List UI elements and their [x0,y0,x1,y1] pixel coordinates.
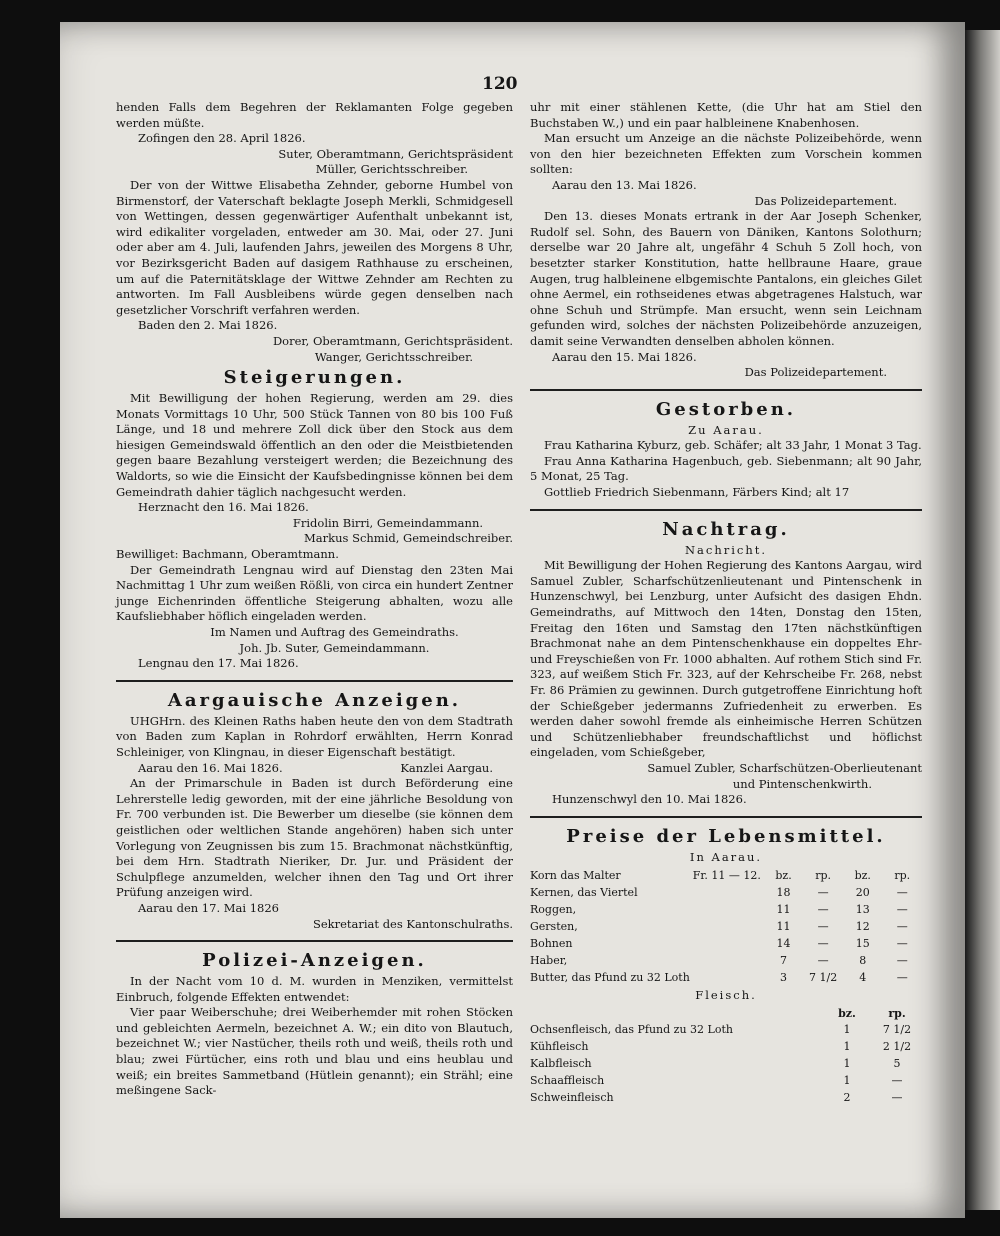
table-cell: 14 [776,937,791,951]
table-cell: — [817,954,829,968]
table-cell: 20 [855,886,870,900]
grain-price-table [530,867,922,986]
table-cell: — [891,1091,903,1105]
notice-signature: Das Polizeidepartement. [754,193,897,208]
section-subheading: Nachricht. [684,542,768,557]
table-cell: 8 [859,954,867,968]
table-cell: — [817,886,829,900]
table-cell: — [896,920,908,934]
notice-date: Herznacht den 16. Mai 1826. [138,500,309,515]
table-cell: — [896,886,908,900]
table-cell: 11 [776,903,791,917]
table-cell [690,952,764,969]
table-cell: bz. [838,1006,856,1020]
notice-date: Aarau den 13. Mai 1826. [552,177,697,192]
notice-signature: Joh. Jb. Suter, Gemeindammann. [239,640,430,655]
table-row [530,1022,922,1039]
section-divider [116,940,513,942]
table-cell: 3 [780,971,788,985]
table-cell: Butter, das Pfund zu 32 Loth [530,971,690,985]
notice-signature: Müller, Gerichtsschreiber. [315,162,468,177]
page-number: 120 [482,74,518,94]
section-heading-polizei: Polizei-Anzeigen. [202,950,427,972]
section-divider [116,680,513,682]
notice-paragraph: henden Falls dem Begehren der Reklamanten Folge gegeben werden müßte. [116,100,513,130]
notice-signature: Markus Schmid, Gemeindschreiber. [304,531,513,546]
notice-date: Aarau den 15. Mai 1826. [552,349,697,364]
death-notice: Gottlieb Friedrich Siebenmann, Färbers Kind; alt 17 [544,485,850,500]
section-divider [530,816,922,818]
table-cell: Kühfleisch [530,1040,589,1054]
table-cell: bz. [775,869,792,883]
notice-paragraph: Mit Bewilligung der hohen Regierung, werden am 29. dies Monats Vormittags 10 Uhr, 500 Stück Tannen von 80 bis 100 Fuß Länge, und 18 und mehrere Zoll dick über den Stock aus dem hiesigen Gemeindswald öffentlich an den oder die Meistbietenden gegen baare Bezahlung versteigert werden; die Bezeichnung des Waldorts, so wie die Einsicht der Kaufsbedingnisse können bei dem Gemeindrath dahier täglich nachgesucht werden. [116,391,513,499]
table-row [530,1073,922,1090]
table-cell: 7 1/2 [882,1023,912,1037]
table-cell: rp. [894,869,911,883]
table-cell: Fr. 11 — 12. [692,869,761,883]
table-cell: — [896,903,908,917]
notice-paragraph: Den 13. dieses Monats ertrank in der Aar Joseph Schenker, Rudolf sel. Sohn, des Bauern von Däniken, Kantons Solothurn; derselbe war 20 Jahre alt, ungefähr 4 Schuh 5 Zoll hoch, von besetzter starker Konstitution, hatte hellbraune Haare, graue Augen, trug halbleinene elbgemischte Pantalons, ein gleiches Gilet ohne Aermel, ein rothseidenes etwas abgetragenes Halstuch, war ohne Schuh und Strümpfe. Man ersucht, wenn sein Leichnam gefunden wird, solches der nächsten Polizeibehörde anzuzeigen, damit seine Verwandten denselben abholen können. [530,209,922,348]
table-cell: — [896,937,908,951]
table-cell: Schaaffleisch [530,1074,605,1088]
notice-paragraph: Mit Bewilligung der Hohen Regierung des Kantons Aargau, wird Samuel Zubler, Scharfschützenlieutenant und Pintenschenk in Hunzenschwyl, bei Lenzburg, unter Aufsicht des dasigen Ehdn. Gemeindraths, auf Mittwoch den 14ten, Donstag den 15ten, Freitag den 16ten und Samstag den 17ten nächstkünftigen Brachmonat nahe an dem Pintenschenkhause ein doppeltes Ehr- und Freyschießen von Fr. 1000 abhalten. Auf rothem Stich sind Fr. 323, auf weißem Stich Fr. 323, auf der Kehrscheibe Fr. 268, nebst Fr. 86 Prämien zu gewinnen. Durch gutgetroffene Einrichtung hoft der Schießgeber jedermanns Zufriedenheit zu erwerben. Es werden daher sowohl fremde als einheimische Herren Schützen und Schützenliebhaber freundschaftlichst und höflichst eingeladen, vom Schießgeber, [530,558,922,760]
table-cell [690,969,764,986]
table-cell: — [896,971,908,985]
right-column [530,100,922,1107]
table-cell: — [817,920,829,934]
table-row [530,884,922,901]
notice-date-line [116,761,513,777]
table-cell: 7 1/2 [809,971,838,985]
table-cell: 2 [843,1091,851,1105]
table-cell: Kernen, das Viertel [530,886,638,900]
table-cell: — [896,954,908,968]
notice-signature: und Pintenschenkwirth. [732,776,872,791]
meat-subheading: Fleisch. [695,988,757,1003]
section-heading-nachtrag: Nachtrag. [662,518,790,540]
table-cell: — [817,937,829,951]
table-cell: 1 [843,1074,851,1088]
table-cell: Schweinfleisch [530,1091,614,1105]
notice-signature: Wanger, Gerichtsschreiber. [314,349,473,364]
table-cell: Bohnen [530,937,573,951]
table-row [530,901,922,918]
notice-signature: Kanzlei Aargau. [400,760,493,775]
table-cell: 15 [855,937,870,951]
death-notice: Frau Katharina Kyburz, geb. Schäfer; alt 33 Jahr, 1 Monat 3 Tag. [544,438,922,453]
notice-signature: Dorer, Oberamtmann, Gerichtspräsident. [272,333,513,348]
table-row [530,867,922,884]
notice-date: Hunzenschwyl den 10. Mai 1826. [552,792,747,807]
table-cell: 2 1/2 [882,1040,912,1054]
table-row [530,935,922,952]
notice-date: Aarau den 17. Mai 1826 [138,900,279,915]
notice-date: Lengnau den 17. Mai 1826. [138,656,299,671]
table-cell: 1 [843,1057,851,1071]
table-cell: rp. [815,869,832,883]
table-cell [690,901,764,918]
table-cell: 4 [859,971,867,985]
notice-signature: Sekretariat des Kantonschulraths. [312,916,513,931]
death-notice: Frau Anna Katharina Hagenbuch, geb. Siebenmann; alt 90 Jahr, 5 Monat, 25 Tag. [530,453,922,484]
notice-date: Zofingen den 28. April 1826. [138,131,306,146]
table-cell: rp. [888,1006,906,1020]
table-row [530,1006,922,1022]
table-cell: 13 [855,903,870,917]
notice-signature: Das Polizeidepartement. [744,365,887,380]
notice-paragraph: UHGHrn. des Kleinen Raths haben heute den von dem Stadtrath von Baden zum Kaplan in Rohrdorf erwählten, Herrn Konrad Schleiniger, von Klingnau, in dieser Eigenschaft bestätigt. [116,713,513,759]
notice-paragraph: uhr mit einer stählenen Kette, (die Uhr hat am Stiel den Buchstaben W.,) und ein paar halbleinene Knabenhosen. [530,100,922,130]
table-cell: Gersten, [530,920,578,934]
notice-paragraph: Vier paar Weiberschuhe; drei Weiberhemder mit rohen Stöcken und gebleichten Aermeln, bezeichnet A. W.; ein dito von Blautuch, bezeichnet W.; vier Nastücher, theils roth und weiß, theils roth und blau; zwei Fürtücher, eins roth und blau und eins heublau und weiß; ein breites Sammetband (Hütlein genannt); ein Strähl; eine meßingene Sack- [116,1005,513,1098]
table-cell: Roggen, [530,903,577,917]
table-row [530,1039,922,1056]
table-cell: 5 [893,1057,901,1071]
notice-paragraph: Der von der Wittwe Elisabetha Zehnder, geborne Humbel von Birmenstorf, der Vaterschaft beklagte Joseph Merkli, Schmidgesell von Wettingen, dessen gegenwärtiger Aufenthalt unbekannt ist, wird edikaliter vorgeladen, entweder am 30. Mai, oder 27. Juni oder aber am 4. Juli, laufenden Jahrs, jeweilen des Morgens 8 Uhr, vor Bezirksgericht Baden auf dasigem Rathhause zu erscheinen, um auf die Paternitätsklage der Wittwe Zehnder am Rechten zu antworten. Im Fall Ausbleibens würde gegen denselben nach gesetzlicher Vorschrift verfahren werden. [116,177,513,317]
section-subheading: In Aarau. [689,849,763,864]
section-divider [530,509,922,511]
table-cell: 1 [843,1023,851,1037]
section-divider [530,389,922,391]
section-heading-gestorben: Gestorben. [655,398,797,420]
table-cell: Kalbfleisch [530,1057,592,1071]
notice-signature: Fridolin Birri, Gemeindammann. [292,515,483,530]
table-row [530,1056,922,1073]
notice-date: Baden den 2. Mai 1826. [138,318,278,333]
table-cell: 11 [776,920,791,934]
notice-signature: Suter, Oberamtmann, Gerichtspräsident [278,146,513,161]
notice-date: Aarau den 16. Mai 1826. [138,760,283,775]
table-cell: — [817,903,829,917]
table-row [530,969,922,986]
table-cell: 18 [776,886,791,900]
table-row [530,918,922,935]
notice-paragraph: Der Gemeindrath Lengnau wird auf Dienstag den 23ten Mai Nachmittag 1 Uhr zum weißen Rößli, von circa ein hundert Zentner junge Eichenrinden öffentliche Steigerung abhalten, wozu alle Kaufsliebhaber höflich eingeladen werden. [116,562,513,624]
notice-paragraph: Man ersucht um Anzeige an die nächste Polizeibehörde, wenn von den hier bezeichneten Effekten zum Vorschein kommen sollten: [530,131,922,177]
table-cell: — [891,1074,903,1088]
table-cell: Korn das Malter [530,869,621,883]
table-cell: Ochsenfleisch, das Pfund zu 32 Loth [530,1023,733,1037]
left-column [116,100,513,1099]
page-edge [965,30,1000,1210]
notice-signature: Im Namen und Auftrag des Gemeindraths. [210,625,459,639]
table-cell: Haber, [530,954,568,968]
notice-signature: Samuel Zubler, Scharfschützen-Oberlieutenant [647,760,922,775]
table-row [530,952,922,969]
section-heading-steigerungen: Steigerungen. [223,367,406,389]
table-cell: 7 [780,954,788,968]
table-cell: bz. [854,869,871,883]
meat-price-table [530,1006,922,1107]
section-subheading: Zu Aarau. [688,422,764,437]
notice-paragraph: In der Nacht vom 10 d. M. wurden in Menziken, vermittelst Einbruch, folgende Effekten entwendet: [116,974,513,1004]
table-cell: 12 [855,920,870,934]
table-cell [690,918,764,935]
notice-paragraph: An der Primarschule in Baden ist durch Beförderung eine Lehrerstelle ledig geworden, mit der eine jährliche Besoldung von Fr. 700 verbunden ist. Die Bewerber um dieselbe (sie können dem geistlichen oder weltlichen Stande angehören) haben sich unter Vorlegung von Zeugnissen bis zum 15. Brachmonat nächstkünftig, bei dem Hrn. Stadtrath Nieriker, Dr. Jur. und Präsident der Schulpflege anzumelden, welcher ihnen den Tag und Ort ihrer Prüfung anzeigen wird. [116,776,513,900]
section-heading-preise: Preise der Lebensmittel. [566,825,886,847]
table-cell [690,935,764,952]
notice-approval: Bewilliget: Bachmann, Oberamtmann. [116,547,339,562]
section-heading-aargauische: Aargauische Anzeigen. [167,689,462,711]
table-cell [530,1006,822,1022]
table-cell: 1 [843,1040,851,1054]
table-row [530,1090,922,1107]
table-cell [690,884,764,901]
